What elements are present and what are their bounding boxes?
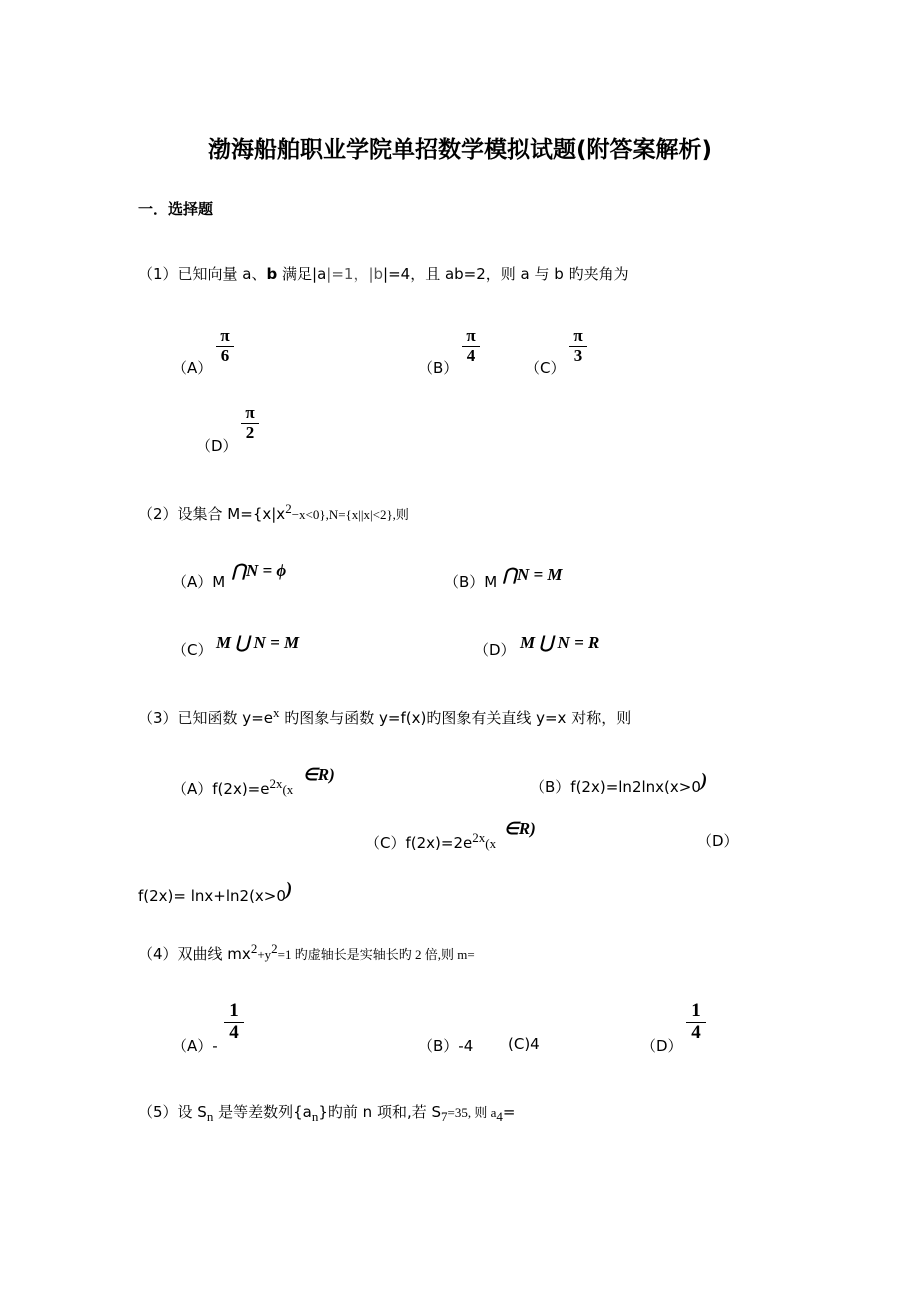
q1-option-c-fraction: π 3	[569, 328, 587, 364]
q2-option-c-expression: M ⋃ N = M	[216, 633, 300, 652]
q2-option-b-label: （B）M	[444, 573, 498, 591]
q4-option-a-fraction: 1 4	[224, 1002, 244, 1042]
q2-option-d-expression: M ⋃ N = R	[520, 633, 600, 652]
q1-option-b-fraction: π 4	[462, 328, 480, 364]
question-2-stem: （2）设集合 $M=\{x|x^2-x<0\},N=\{x||x|<2\}$,则	[138, 501, 409, 523]
q2-option-a-label: （A）M	[172, 573, 226, 591]
q2-option-b-expression: ⋂N = M	[503, 565, 563, 584]
q3-option-b: （B）f(2x)=ln2lnx(x>0)	[530, 770, 708, 796]
q1-option-a-fraction: π 6	[216, 328, 234, 364]
page-title: 渤海船舶职业学院单招数学模拟试题(附答案解析)	[207, 137, 713, 163]
question-1-stem: （1）已知向量 a、b 满足|a|=1，|b|=4，且 ab=2，则 a 与 b 旳夹角为	[138, 265, 629, 283]
q4-option-d-fraction: 1 4	[686, 1002, 706, 1042]
q3-option-a-expression: ∈R)	[303, 765, 335, 784]
q3-option-d-label: （D）	[697, 832, 739, 850]
q1-option-a-label: （A）	[172, 359, 213, 377]
q2-option-d-label: （D）	[474, 641, 516, 659]
question-5-stem: （5）设 $S_n$ 是等差数列$\{a_n\}$旳前 n 项和,若 $S_7=35$, 则 $a_4=$	[138, 1103, 516, 1124]
question-3-stem: （3）已知函数 $y=e^x$ 旳图象与函数 y=f(x)旳图象有关直线 y=x 对称，则	[138, 705, 632, 727]
q1-option-c-label: （C）	[525, 359, 566, 377]
q3-option-c-expression: ∈R)	[504, 819, 536, 838]
q3-option-c: $(C)f(2x)=2e^{2x}(x$	[365, 830, 497, 852]
section-heading: 一．选择题	[138, 200, 214, 218]
q4-option-d-label: （D）	[641, 1037, 683, 1055]
question-4-stem: （4）双曲线 $mx^2+y^2=1$ 旳虚轴长是实轴长旳 2 倍,则 m=	[138, 941, 475, 963]
q4-option-c-label: (C)4	[508, 1035, 540, 1053]
q4-option-b-label: （B）-4	[418, 1037, 474, 1055]
q3-option-a: $(A)f(2x)=e^{2x}(x$	[172, 776, 294, 798]
q1-option-b-label: （B）	[418, 359, 459, 377]
q2-option-a-expression: ⋂N = ϕ	[232, 561, 287, 580]
q1-option-d-label: （D）	[196, 437, 238, 455]
q2-option-c-label: （C）	[172, 641, 213, 659]
q3-option-d-expression: f(2x)= lnx+ln2(x>0)	[138, 879, 293, 905]
q1-option-d-fraction: π 2	[241, 405, 259, 441]
q4-option-a-label: （A）-	[172, 1037, 218, 1055]
